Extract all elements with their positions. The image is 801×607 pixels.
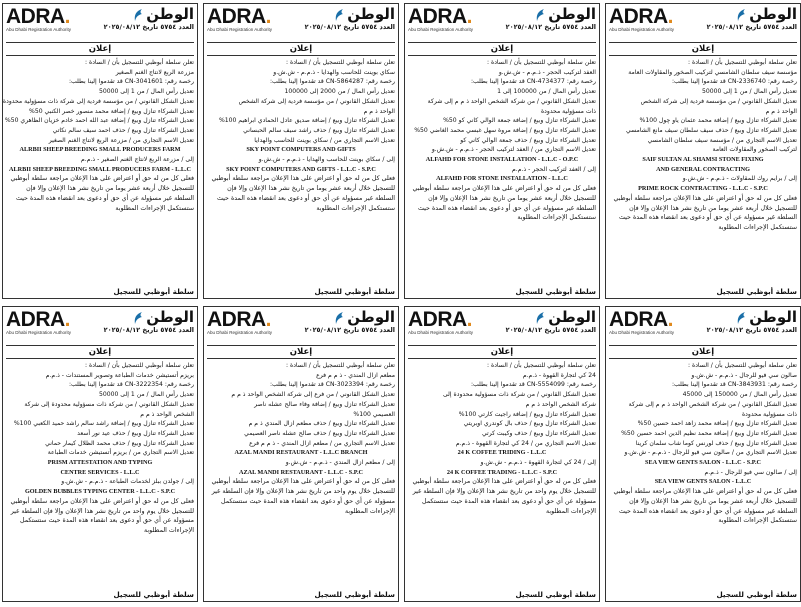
notice-line: شركة الشخص الواحد ذ م م <box>525 400 596 408</box>
notice-line: تعديل الشركاء تنازل وبيع / إضافة راجيت كارتي 100% <box>458 410 596 418</box>
newspaper-masthead <box>506 309 596 334</box>
notice-english-line: PRISM ATTESTATION AND TYPING <box>47 459 153 467</box>
notice-line: إلى / مزرعة الربع لانتاج الغنم الصغير - ذ.م.م <box>81 156 194 164</box>
notice-line: إلى / مطعم ازال المندي - ذ.م.م - ش.ش.و <box>285 459 395 467</box>
notice-closing-text: فعلى كل من له حق أو اعتراض على هذا الإعلان مراجعة سلطة أبوظبي للتسجيل خلال أربعة عشر يوما من تاريخ نشر هذا الإعلان وإلا فإن السلطة غير مسؤولة عن أي حق أو دعوى بعد انقضاء هذه المدة حيث ستستكمل الإجراءات المطلوبة <box>613 194 797 231</box>
notice-closing-text: فعلى كل من له حق أو اعتراض على هذا الإعلان مراجعة سلطة أبوظبي للتسجيل خلال أربعة عشر يوما من تاريخ نشر هذا الإعلان وإلا فإن السلطة غير مسؤولة عن أي حق أو دعوى بعد انقضاء هذه المدة حيث ستستكمل الإجراءات المطلوبة <box>211 175 395 212</box>
notice-line: تعديل الاسم التجاري من / مطعم ازال المندي - ذ م م فرع <box>249 439 395 447</box>
notice-title: إعلان <box>408 42 596 56</box>
adra-logo <box>408 6 473 32</box>
notice-header <box>609 309 797 343</box>
notice-line: تعديل الشكل القانوني / من شركة الشخص الواحد ذ م م إلى شركة <box>427 97 596 105</box>
notice-line: تعديل الشكل القانوني / من شركة الشخص الواحد ذ م م إلى شركة <box>628 400 797 408</box>
issue-line: العدد ٥٧٥٤ تاريخ ٢٠٢٥/٠٨/١٢ <box>103 326 194 334</box>
notice-signature: سلطة أبوظبي للسجيل <box>716 287 797 296</box>
notice-line: تعلن سلطة أبوظبي للتسجيل بأن / السادة : <box>487 59 596 66</box>
newspaper-masthead <box>104 6 194 31</box>
adra-logo-dot: . <box>667 308 674 331</box>
notice-body <box>207 58 395 285</box>
falcon-logo-icon <box>736 8 747 22</box>
notice-line: العصيمي 100% <box>353 410 395 418</box>
notice-body <box>609 58 797 285</box>
notice-line: تعديل الشركاء تنازل وبيع / إضافة جمعة الوالي كاني كو 50% <box>443 117 596 125</box>
adra-logo-subtitle: Abu Dhabi Registration Authority <box>207 330 273 335</box>
newspaper-masthead <box>707 6 797 31</box>
notice-line: تعديل رأس المال / من 1 إلى 50000 <box>98 391 194 399</box>
notice-card <box>605 306 801 602</box>
notice-title: إعلان <box>6 42 194 56</box>
notice-line: تعديل الشركاء تنازل وبيع / إضافة راشد سالم راشد حميد الكعبي 100% <box>13 420 194 428</box>
newspaper-masthead <box>305 6 395 31</box>
notice-line: تعلن سلطة أبوظبي للتسجيل بأن / السادة : <box>286 362 395 369</box>
notice-english-line: ALFAHD FOR STONE INSTALLATION - L.L.C - O.P.C <box>425 156 579 164</box>
notice-line: تعديل الشكل القانوني / من مؤسسة فردية إلى شركة الشخص <box>238 97 395 105</box>
adra-logo-text: ADRA <box>207 308 266 331</box>
adra-logo-text: ADRA <box>609 308 668 331</box>
adra-logo-dot: . <box>265 5 272 28</box>
notice-line: رخصة رقم: CN-5864287 قد تقدموا إلينا بطلب: <box>269 78 395 86</box>
notice-line: تعديل الشركاء تنازل وبيع / إضافة محمد منصور خصر الكنبي 50% <box>29 107 194 115</box>
notice-closing-text: فعلى كل من له حق أو اعتراض على هذا الإعلان مراجعة سلطة أبوظبي للتسجيل خلال يوم واحد من تاريخ نشر هذا الإعلان وإلا فإن السلطة غير مسؤولة عن أي حق أو دعوى بعد انقضاء هذه المدة حيث ستستكمل الإجراءات المطلوبة <box>10 497 194 534</box>
notice-line: تعديل الاسم التجاري من / العفد لتركيب الحجر - ذ.م.م - ش.ش.و <box>431 146 596 154</box>
notice-english-line: 24 K COFFEE TRADING - L.L.C - S.P.C <box>446 468 558 476</box>
notice-english-line: SEA VIEW GENTS SALON - L.L.C <box>654 478 752 486</box>
notice-line: صالون سي فيو للرجال - ذ.م.م - ش.ش.و <box>691 371 797 379</box>
notice-header <box>6 6 194 40</box>
adra-logo-text: ADRA <box>408 308 467 331</box>
newspaper-name: الوطن <box>749 308 797 326</box>
notice-body <box>2 58 194 285</box>
notice-line: رخصة رقم: CN-2336740 قد تقدموا إلينا بطلب: <box>671 78 797 86</box>
notice-line: تعديل الشركاء تنازل وبيع / حذف عيد نور أسعد <box>77 429 194 437</box>
adra-logo-subtitle: Abu Dhabi Registration Authority <box>408 330 474 335</box>
notice-body <box>6 361 194 588</box>
falcon-logo-icon <box>535 8 546 22</box>
notice-line: تعديل الشركاء تنازل وبيع / حذف محمد الظلال كيمار حماني <box>45 439 194 447</box>
notice-card <box>404 3 600 299</box>
notice-signature: سلطة أبوظبي للسجيل <box>113 590 194 599</box>
newspaper-name: الوطن <box>548 308 596 326</box>
notice-line: تعديل الشكل القانوني / من مؤسسة فردية إلى شركة ذات مسؤولية محدودة <box>2 97 194 105</box>
notice-line: تعديل الشركاء تنازل وبيع / حذف راشد سيف سالم الحبساني <box>243 126 395 134</box>
notice-line: تعديل الشركاء تنازل وبيع / حذف لورنس كوما شاب سلمان كرينا <box>635 439 797 447</box>
notice-english-line: GOLDEN BUBBLES TYPING CENTER - L.L.C - S.P.C <box>24 488 176 496</box>
issue-line: العدد ٥٧٥٤ تاريخ ٢٠٢٥/٠٨/١٢ <box>505 326 596 334</box>
falcon-logo-icon <box>535 311 546 325</box>
notice-signature: سلطة أبوظبي للسجيل <box>113 287 194 296</box>
notice-line: تعلن سلطة أبوظبي للتسجيل بأن / السادة : <box>487 362 596 369</box>
notice-line: مزرعة الربع لانتاج الغنم الصغير <box>115 68 194 76</box>
adra-logo-text: ADRA <box>207 5 266 28</box>
adra-logo-text: ADRA <box>6 308 65 331</box>
issue-line: العدد ٥٧٥٤ تاريخ ٢٠٢٥/٠٨/١٢ <box>505 23 596 31</box>
notice-line: تعديل الاسم التجاري من / بريزم أتستيشن خدمات الطباعة <box>47 449 194 457</box>
notice-header <box>609 6 797 40</box>
adra-logo-text: ADRA <box>609 5 668 28</box>
notice-line: تعديل الشركاء تنازل وبيع / إضافة محمد نظيم الدين احمد حسين 50% <box>621 429 797 437</box>
notice-line: رخصة رقم: CN-5554099 قد تقدموا إلينا بطلب: <box>470 381 596 389</box>
adra-logo-subtitle: Abu Dhabi Registration Authority <box>609 330 675 335</box>
adra-logo-dot: . <box>667 5 674 28</box>
notice-closing-text: فعلى كل من له حق أو اعتراض على هذا الإعلان مراجعة سلطة أبوظبي للتسجيل خلال أربعة عشر يوما من تاريخ نشر هذا الإعلان وإلا فإن السلطة غير مسؤولة عن أي حق أو دعوى بعد انقضاء هذه المدة حيث ستستكمل الإجراءات المطلوبة <box>412 185 596 222</box>
notice-line: سكاي بوينت للحاسب والهدايا - ذ.م.م - ش.ش.و <box>273 68 395 76</box>
notice-english-line: SKY POINT COMPUTERS AND GIFTS - L.L.C - S.P.C <box>226 165 376 173</box>
adra-logo-dot: . <box>64 5 71 28</box>
notice-line: تعديل الشركاء تنازل وبيع / حذف جمعة الوالي كاني كو <box>460 136 596 144</box>
notice-line: تعديل رأس المال / من 1 إلى 50000 <box>701 88 797 96</box>
issue-line: العدد ٥٧٥٤ تاريخ ٢٠٢٥/٠٨/١٢ <box>706 23 797 31</box>
notice-line: تعديل الشكل القانوني / من مؤسسة فردية إلى شركة الشخص <box>640 97 797 105</box>
adra-logo-text: ADRA <box>6 5 65 28</box>
notice-closing-text: فعلى كل من له حق أو اعتراض على هذا الإعلان مراجعة سلطة أبوظبي للتسجيل خلال يوم واحد من تاريخ نشر هذا الإعلان وإلا فإن السلطة غير مسؤولة عن أي حق أو دعوى بعد انقضاء هذه المدة حيث ستستكمل الإجراءات المطلوبة <box>412 478 596 515</box>
notice-card <box>404 306 600 602</box>
falcon-logo-icon <box>334 8 345 22</box>
adra-logo-subtitle: Abu Dhabi Registration Authority <box>408 27 474 32</box>
notice-card <box>2 306 198 602</box>
newspaper-name: الوطن <box>548 5 596 23</box>
notice-signature: سلطة أبوظبي للسجيل <box>314 287 395 296</box>
newspaper-name: الوطن <box>347 308 395 326</box>
notice-english-line: SEA VIEW GENTS SALON - L.L.C - S.P.C <box>645 459 761 467</box>
notice-card <box>2 3 198 299</box>
notice-english-line: PRIME ROCK CONTRACTING - L.L.C - S.P.C <box>638 185 768 193</box>
notice-line: تعديل الشركاء تنازل وبيع / حذف سيف سلطان سيف مانع الشامسي <box>626 126 797 134</box>
notice-line: تعديل الشركاء تنازل وبيع / إضافة عبد الله احمد خادم خزيان الظاهري 50% <box>4 117 194 125</box>
notice-english-line: ALRBII SHEEP BREEDING SMALL PRODUCERS FARM <box>19 146 181 154</box>
notice-header <box>408 309 596 343</box>
newspaper-masthead <box>305 309 395 334</box>
issue-line: العدد ٥٧٥٤ تاريخ ٢٠٢٥/٠٨/١٢ <box>304 326 395 334</box>
notice-line: تعديل الشكل القانوني / من فرع إلى شركة الشخص الواحد ذ م م <box>231 391 395 399</box>
notice-line: تعديل الشركاء تنازل وبيع / حذف صالح عشله ناصر العصيمي <box>244 429 395 437</box>
notice-signature: سلطة أبوظبي للسجيل <box>314 590 395 599</box>
notice-line: تعديل الشكل القانوني / من شركة ذات مسؤولية محدودة إلى <box>442 391 596 399</box>
notice-line: تعديل الشركاء تنازل وبيع / حذف وكيبت كرتي <box>481 429 596 437</box>
issue-line: العدد ٥٧٥٤ تاريخ ٢٠٢٥/٠٨/١٢ <box>706 326 797 334</box>
notice-closing-text: فعلى كل من له حق أو اعتراض على هذا الإعلان مراجعة سلطة أبوظبي للتسجيل خلال أربعة عشر يوما من تاريخ نشر هذا الإعلان وإلا فإن السلطة غير مسؤولة عن أي حق أو دعوى بعد انقضاء هذه المدة حيث ستستكمل الإجراءات المطلوبة <box>613 488 797 525</box>
notice-title: إعلان <box>609 345 797 359</box>
newspaper-name: الوطن <box>146 5 194 23</box>
notice-line: تعديل الشركاء تنازل وبيع / إضافة محمد زاهد احمد حسين 50% <box>637 420 797 428</box>
notice-line: مؤسسة سيف سلطان الشامسي لتركيب الصخور والمقاولات العامة <box>628 68 797 76</box>
adra-logo-dot: . <box>466 5 473 28</box>
adra-logo-subtitle: Abu Dhabi Registration Authority <box>609 27 675 32</box>
adra-logo <box>609 6 674 32</box>
notice-line: تعديل الشركاء تنازل وبيع / حذف بال كوندري اوبريتي <box>463 420 596 428</box>
notice-title: إعلان <box>609 42 797 56</box>
notice-line: رخصة رقم: CN-3843931 قد تقدموا إلينا بطلب: <box>671 381 797 389</box>
notice-card <box>203 3 399 299</box>
notice-line: تعلن سلطة أبوظبي للتسجيل بأن / السادة : <box>85 362 194 369</box>
notice-header <box>408 6 596 40</box>
notice-line: تعديل الاسم التجاري من / 24 كي لتجارة القهوة - ذ.م.م <box>455 439 596 447</box>
notice-body <box>207 361 395 588</box>
notice-line: العفد لتركيب الحجر - ذ.م.م - ش.ش.و <box>498 68 596 76</box>
notice-line: تعديل الاسم التجاري من / مؤسسة سيف سلطان الشامسي <box>647 136 797 144</box>
notice-title: إعلان <box>207 42 395 56</box>
falcon-logo-icon <box>133 311 144 325</box>
notice-line: تعلن سلطة أبوظبي للتسجيل بأن / السادة : <box>688 59 797 66</box>
notice-line: تعديل الاسم التجاري من / مزرعة الربع لانتاج الغنم الصغير <box>48 136 194 144</box>
notice-closing-text: فعلى كل من له حق أو اعتراض على هذا الإعلان مراجعة سلطة أبوظبي للتسجيل خلال يوم واحد من تاريخ نشر هذا الإعلان وإلا فإن السلطة غير مسؤولة عن أي حق أو دعوى بعد انقضاء هذه المدة حيث ستستكمل الإجراءات المطلوبة <box>211 478 395 515</box>
adra-logo-dot: . <box>466 308 473 331</box>
notice-english-line: 24 K COFFEE TRIDING - L.L.C <box>457 449 547 457</box>
falcon-logo-icon <box>736 311 747 325</box>
falcon-logo-icon <box>334 311 345 325</box>
newspaper-masthead <box>104 309 194 334</box>
notice-line: بريزم أتستيشن خدمات الطباعة وتصوير المستندات - ذ.م.م <box>45 371 194 379</box>
newspaper-name: الوطن <box>146 308 194 326</box>
adra-logo <box>609 309 674 335</box>
adra-logo-subtitle: Abu Dhabi Registration Authority <box>6 27 72 32</box>
notice-line: تعديل الشركاء تنازل وبيع / إضافة مروة سهل غبسي محمد الغاضي 50% <box>414 126 596 134</box>
notice-line: ذات مسؤولية محدودة <box>741 410 797 418</box>
notice-line: رخصة رقم: CN-3041601 قد تقدموا إلينا بطلب: <box>68 78 194 86</box>
notice-english-line: SKY POINT COMPUTERS AND GIFTS <box>246 146 356 154</box>
adra-logo <box>6 6 71 32</box>
notice-line: تعديل الشكل القانوني / من شركة ذات مسؤولية محدودة إلى شركة <box>24 400 194 408</box>
adra-logo <box>207 6 272 32</box>
notice-signature: سلطة أبوظبي للسجيل <box>716 590 797 599</box>
notice-closing-text: فعلى كل من له حق أو اعتراض على هذا الإعلان مراجعة سلطة أبوظبي للتسجيل خلال أربعة عشر يوما من تاريخ نشر هذا الإعلان وإلا فإن السلطة غير مسؤولة عن أي حق أو دعوى بعد انقضاء هذه المدة حيث ستستكمل الإجراءات المطلوبة <box>10 175 194 212</box>
notice-body <box>408 361 596 588</box>
newspaper-name: الوطن <box>347 5 395 23</box>
notice-header <box>207 6 395 40</box>
notice-header <box>6 309 194 343</box>
notice-line: تعديل الاسم التجاري من / سكاي بوينت للحاسب والهدايا <box>254 136 395 144</box>
notice-header <box>207 309 395 343</box>
adra-logo-text: ADRA <box>408 5 467 28</box>
adra-logo-subtitle: Abu Dhabi Registration Authority <box>6 330 72 335</box>
notice-english-line: CENTRE SERVICES - L.L.C <box>60 468 140 476</box>
falcon-logo-icon <box>133 8 144 22</box>
notice-line: إلى / صالون سي فيو للرجال - ذ.م.م <box>704 468 797 476</box>
notice-english-line: AND GENERAL CONTRACTING <box>656 165 750 173</box>
notice-line: الواحد ذ م م <box>363 107 395 115</box>
newspaper-masthead <box>506 6 596 31</box>
notice-line: مطعم ازال المندي - ذ م م فرع <box>316 371 395 379</box>
notice-line: الواحد ذ م م <box>765 107 797 115</box>
notice-line: لتركيب الصخور والمقاولات العامة <box>712 146 797 154</box>
notice-line: تعديل رأس المال / من 2000 إلى 100000 <box>284 88 395 96</box>
notice-line: تعديل رأس المال / من 150000 إلى 45000 <box>682 391 797 399</box>
notice-line: إلى / جولدن ببلز لخدمات الطباعة - ذ.م.م - ش.ش.و <box>61 478 194 486</box>
adra-logo <box>6 309 71 335</box>
notice-line: تعديل رأس المال / من 1 إلى 50000 <box>98 88 194 96</box>
notice-english-line: AZAL MANDI RESTAURANT - L.L.C - S.P.C <box>239 468 363 476</box>
notice-line: رخصة رقم: CN-4734377 قد تقدموا إلينا بطلب: <box>470 78 596 86</box>
notice-english-line: AZAL MANDI RESTAURANT - L.L.C BRANCH <box>234 449 368 457</box>
notice-line: 24 كي لتجارة القهوة - ذ.م.م <box>522 371 596 379</box>
notice-signature: سلطة أبوظبي للسجيل <box>515 287 596 296</box>
issue-line: العدد ٥٧٥٤ تاريخ ٢٠٢٥/٠٨/١٢ <box>304 23 395 31</box>
notice-line: رخصة رقم: CN-3023394 قد تقدموا إلينا بطلب: <box>269 381 395 389</box>
notice-line: تعديل الشركاء تنازل وبيع / إضافة محمد عثمان ياو چول 100% <box>639 117 797 125</box>
notice-card <box>605 3 801 299</box>
notice-title: إعلان <box>408 345 596 359</box>
notice-english-line: SAIF SULTAN AL SHAMSI STONE FIXING <box>642 156 764 164</box>
notice-title: إعلان <box>6 345 194 359</box>
notice-line: تعديل رأس المال / من 100000 إلى 1 <box>497 88 596 96</box>
issue-line: العدد ٥٧٥٤ تاريخ ٢٠٢٥/٠٨/١٢ <box>103 23 194 31</box>
notice-line: إلى / 24 كي لتجارة القهوة - ذ.م.م - ش.ش.و <box>480 459 596 467</box>
adra-logo-subtitle: Abu Dhabi Registration Authority <box>207 27 273 32</box>
notice-card <box>203 306 399 602</box>
adra-logo <box>408 309 473 335</box>
newspaper-masthead <box>707 309 797 334</box>
notice-line: تعلن سلطة أبوظبي للتسجيل بأن / السادة : <box>85 59 194 66</box>
adra-logo <box>207 309 272 335</box>
notice-line: ذات مسؤولية محدودة <box>540 107 596 115</box>
notice-signature: سلطة أبوظبي للسجيل <box>515 590 596 599</box>
notice-line: تعلن سلطة أبوظبي للتسجيل بأن / السادة : <box>688 362 797 369</box>
notice-line: تعديل الشركاء تنازل وبيع / حذف مطعم ازال المندي ذ م م <box>248 420 395 428</box>
newspaper-name: الوطن <box>749 5 797 23</box>
adra-logo-dot: . <box>265 308 272 331</box>
notice-body <box>609 361 797 588</box>
notice-line: تعديل الشركاء تنازل وبيع / إضافة وفاء صالح عشله ناصر <box>254 400 395 408</box>
notice-english-line: ALFAHD FOR STONE INSTALLATION - L.L.C <box>436 175 568 183</box>
notice-english-line: ALRBII SHEEP BREEDING SMALL PRODUCERS FARM - L.L.C <box>9 165 191 173</box>
notice-line: الشخص الواحد ذ م م <box>140 410 194 418</box>
notice-line: تعديل الاسم التجاري من / صالون سي فيو للرجال - ذ.م.م - ش.ش.و <box>624 449 797 457</box>
notice-line: تعلن سلطة أبوظبي للتسجيل بأن / السادة : <box>286 59 395 66</box>
notice-line: تعديل الشركاء تنازل وبيع / إضافة صديق عادل الحمادي ابراهيم 100% <box>218 117 395 125</box>
notice-line: إلى / برايم روك للمقاولات - ذ.م.م - ش.ش.و <box>682 175 797 183</box>
notice-line: إلى / سكاي بوينت للحاسب والهدايا - ذ.م.م - ش.ش.و <box>258 156 395 164</box>
notice-line: تعديل الشركاء تنازل وبيع / حذف احمد سيف سالم نكاتي <box>52 126 194 134</box>
adra-logo-dot: . <box>64 308 71 331</box>
notice-body <box>408 58 596 285</box>
notice-title: إعلان <box>207 345 395 359</box>
notice-line: إلى / العفد لتركيب الحجر - ذ.م.م <box>512 165 596 173</box>
notice-line: رخصة رقم: CN-3222354 قد تقدموا إلينا بطلب: <box>68 381 194 389</box>
